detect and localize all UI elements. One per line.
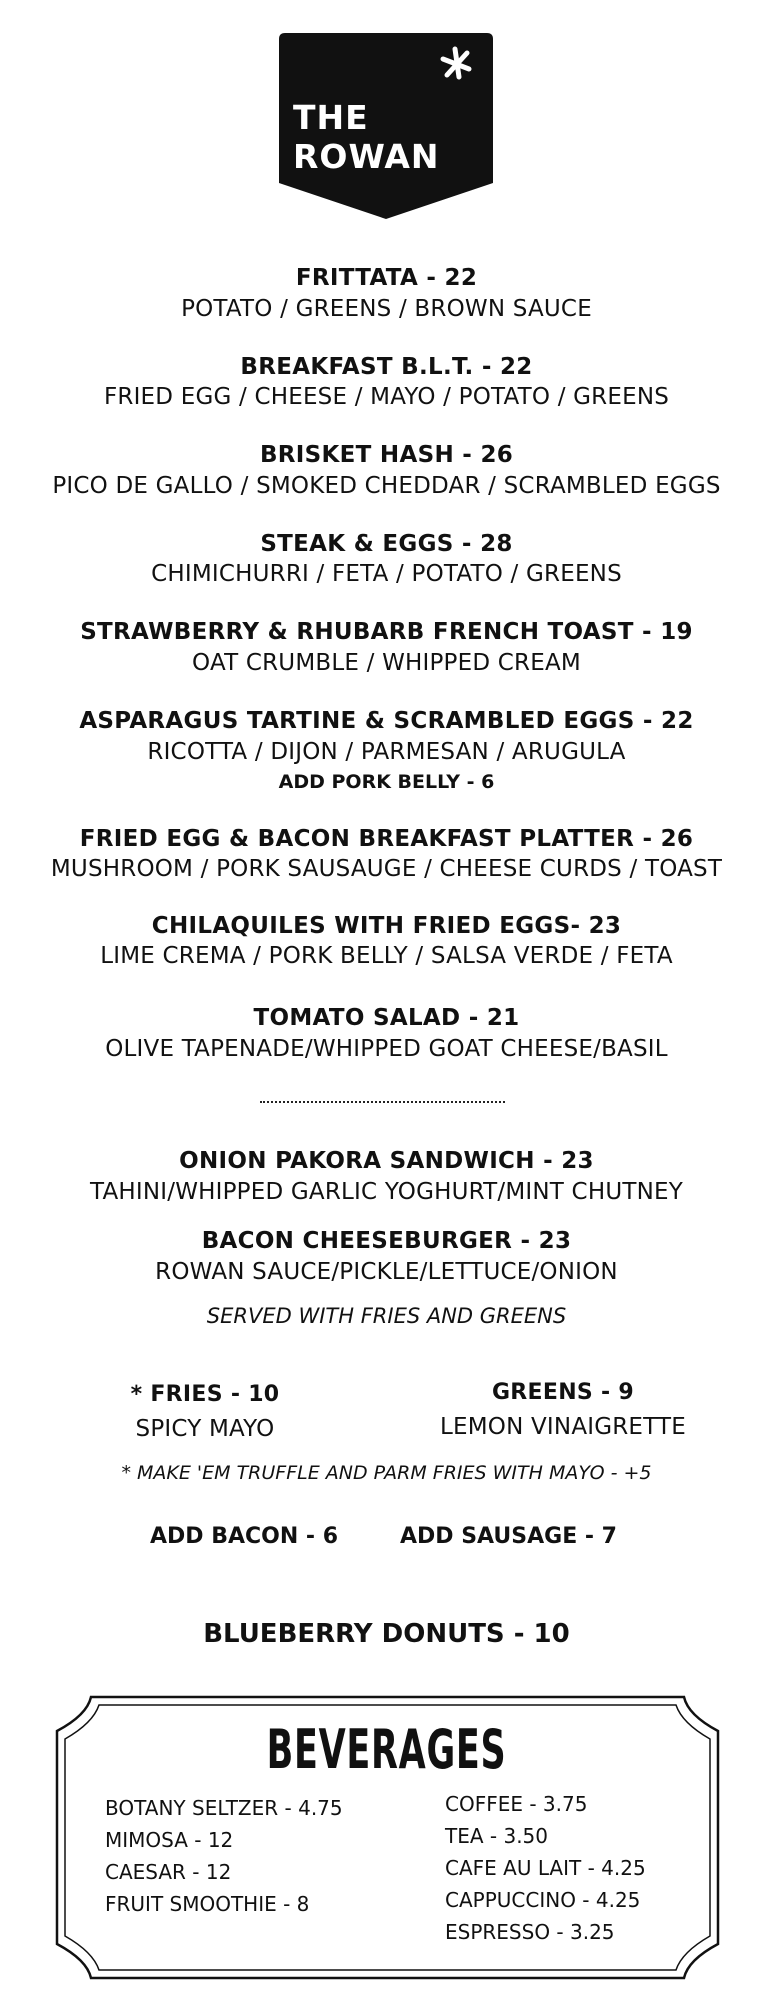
menu-item-name: ONION PAKORA SANDWICH - 23 (179, 1148, 594, 1174)
logo-line-1: THE (293, 98, 369, 137)
the-rowan-logo (279, 33, 493, 219)
beverage-item: CAFE AU LAIT - 4.25 (445, 1856, 646, 1880)
add-sausage: ADD SAUSAGE - 7 (400, 1524, 617, 1549)
menu-item-name: ASPARAGUS TARTINE & SCRAMBLED EGGS - 22 (79, 708, 694, 734)
menu-item-desc: CHIMICHURRI / FETA / POTATO / GREENS (151, 561, 622, 587)
fries-desc: SPICY MAYO (135, 1416, 275, 1442)
menu-item-desc: OAT CRUMBLE / WHIPPED CREAM (192, 650, 581, 676)
menu-item-name: BACON CHEESEBURGER - 23 (201, 1228, 572, 1254)
menu-item-name: BREAKFAST B.L.T. - 22 (240, 354, 533, 380)
menu-item-desc: POTATO / GREENS / BROWN SAUCE (181, 296, 592, 322)
beverage-item: TEA - 3.50 (445, 1824, 548, 1848)
menu-item-desc: RICOTTA / DIJON / PARMESAN / ARUGULA (147, 739, 626, 765)
menu-item-desc: TAHINI/WHIPPED GARLIC YOGHURT/MINT CHUTNEY (89, 1179, 683, 1205)
beverage-item: COFFEE - 3.75 (445, 1792, 588, 1816)
beverage-item: BOTANY SELTZER - 4.75 (105, 1796, 343, 1820)
logo-line-2: ROWAN (293, 137, 440, 176)
menu-item-name: STEAK & EGGS - 28 (260, 531, 513, 557)
fries-upgrade-note: * MAKE 'EM TRUFFLE AND PARM FRIES WITH MAYO - +5 (121, 1462, 652, 1484)
menu-item-name: FRIED EGG & BACON BREAKFAST PLATTER - 26 (79, 826, 694, 852)
fries-name: * FRIES - 10 (130, 1382, 280, 1407)
menu-item-desc: MUSHROOM / PORK SAUSAUGE / CHEESE CURDS / TOAST (50, 856, 723, 882)
add-bacon: ADD BACON - 6 (150, 1524, 339, 1549)
beverage-item: FRUIT SMOOTHIE - 8 (105, 1892, 310, 1916)
beverage-item: CAESAR - 12 (105, 1860, 232, 1884)
side-fries (70, 1382, 340, 1442)
menu-item-name: STRAWBERRY & RHUBARB FRENCH TOAST - 19 (80, 619, 693, 645)
menu-item-name: FRITTATA - 22 (295, 265, 478, 291)
beverage-item: MIMOSA - 12 (105, 1828, 234, 1852)
beverage-item: ESPRESSO - 3.25 (445, 1920, 615, 1944)
menu-item-desc: PICO DE GALLO / SMOKED CHEDDAR / SCRAMBLED EGGS (52, 473, 721, 499)
menu-item-name: TOMATO SALAD - 21 (253, 1005, 520, 1031)
side-greens (428, 1380, 698, 1440)
beverage-item: CAPPUCCINO - 4.25 (445, 1888, 641, 1912)
menu-item-desc: OLIVE TAPENADE/WHIPPED GOAT CHEESE/BASIL (105, 1036, 668, 1062)
beverages-right-list (445, 1788, 646, 1948)
menu-item-desc: ROWAN SAUCE/PICKLE/LETTUCE/ONION (155, 1259, 618, 1285)
greens-name: GREENS - 9 (491, 1380, 635, 1405)
greens-desc: LEMON VINAIGRETTE (439, 1414, 686, 1440)
menu-item-desc: LIME CREMA / PORK BELLY / SALSA VERDE / FETA (100, 943, 673, 969)
menu-item-addon: ADD PORK BELLY - 6 (278, 771, 495, 793)
menu-item-name: BRISKET HASH - 26 (259, 442, 514, 468)
beverages-left-list (105, 1792, 343, 1920)
blueberry-donuts: BLUEBERRY DONUTS - 10 (203, 1619, 570, 1649)
section-divider (260, 1101, 505, 1103)
beverages-title: BEVERAGES (266, 1718, 507, 1781)
menu-item-desc: FRIED EGG / CHEESE / MAYO / POTATO / GREENS (103, 384, 670, 410)
menu-item-name: CHILAQUILES WITH FRIED EGGS- 23 (151, 913, 622, 939)
served-with-note: SERVED WITH FRIES AND GREENS (206, 1304, 567, 1328)
